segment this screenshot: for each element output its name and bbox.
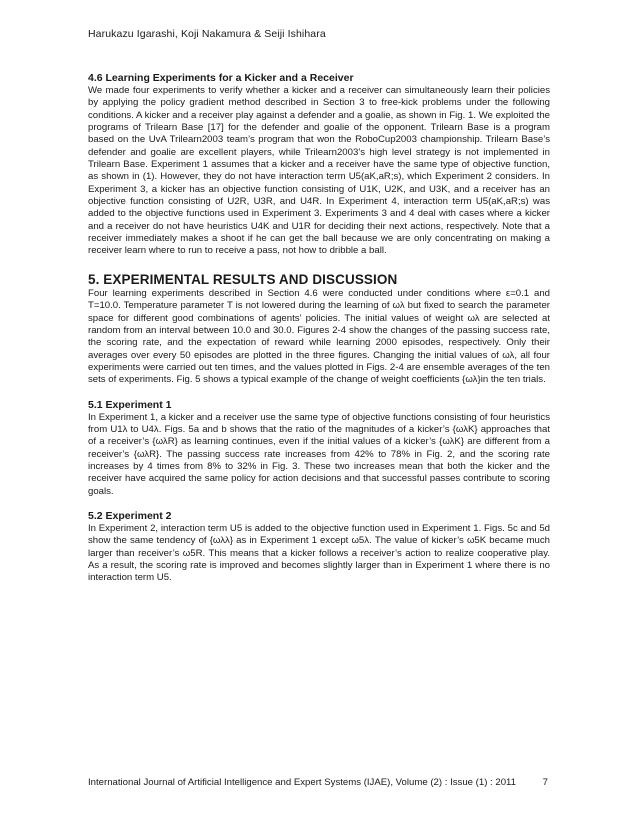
section-5-heading: 5. EXPERIMENTAL RESULTS AND DISCUSSION [88,271,398,287]
section-5-2-paragraph: In Experiment 2, interaction term U5 is added to the objective function used in Experiment 1. Figs. 5c and 5d show the same tendency of {ωλλ} as in Experiment 1 except ω5λ. The value of kicker’s ω5K became much larger than receiver’s ω5R. This means that a kicker follows a receiver’s action to realize cooperative play. As a result, the scoring rate is improved and becomes slightly larger than in Experiment 1 where there is no interaction term U5. [88,522,550,584]
section-5-paragraph: Four learning experiments described in Section 4.6 were conducted under conditions where ε=0.1 and T=10.0. Temperature parameter T is not lowered during the learning of ωλ but fixed to search the parameter space for different good combinations of agents’ policies. The initial values of weight ωλ are selected at random from an interval between 10.0 and 30.0. Figures 2-4 show the changes of the passing success rate, the scoring rate, and the expectation of reward while learning 2000 episodes, respectively. Only their averages over every 50 episodes are plotted in the three figures. Changing the initial values of ωλ, all four experiments were carried out ten times, and the values plotted in Figs. 2-4 are ensemble averages of the ten sets of experiments. Fig. 5 shows a typical example of the change of weight coefficients {ωλ}in the ten trials. [88,287,550,386]
page-number: 7 [542,777,548,788]
section-4-6-paragraph: We made four experiments to verify whether a kicker and a receiver can simultaneously learn their policies by applying the policy gradient method described in Section 3 to free-kick problems under the following conditions. A kicker and a receiver play against a defender and a goalie, as shown in Fig. 1. We exploited the programs of Trilearn Base [17] for the defender and goalie of the opponent. Trilearn Base is a program based on the UvA Trilearn2003 team’s program that won the RoboCup2003 championship. Trilearn Base’s defender and goalie are excellent players, while Trilearn2003’s high level strategy is not implemented in Trilearn Base. Experiment 1 assumes that a kicker and a receiver have the same type of objective function, as shown in (1). However, they do not have interaction term U5(aK,aR;s), which Experiment 2 considers. In Experiment 3, a kicker has an objective function consisting of U1K, U2K, and U3K, and a receiver has an objective function consisting of U2R, U3R, and U4R. In Experiment 4, interaction term U5(aK,aR;s) was added to the objective functions used in Experiment 3. Experiments 3 and 4 deal with cases where a kicker and a receiver do not have heuristics U4K and U1R for deciding their next actions, respectively. Note that a receiver immediately makes a shoot if he can get the ball because we are only concentrating on making a receiver learn where to run to receive a pass, not how to dribble a ball. [88,85,550,257]
running-header: Harukazu Igarashi, Koji Nakamura & Seiji Ishihara [88,28,326,40]
page-footer [88,777,548,788]
journal-citation: International Journal of Artificial Intelligence and Expert Systems (IJAE), Volume (2) : Issue (1) : 2011 [88,777,517,788]
section-5-1-paragraph: In Experiment 1, a kicker and a receiver use the same type of objective functions consisting of four heuristics from U1λ to U4λ. Figs. 5a and b shows that the ratio of the magnitudes of a kicker’s {ωλK} approaches that of a receiver’s {ωλR} as learning continues, even if the initial values of a kicker’s {ωλK} are different from a receiver’s {ωλR}. The passing success rate increases from 42% to 78% in Fig. 2, and the scoring rate increases by 4 times from 8% to 32% in Fig. 3. These two increases mean that both the kicker and the receiver have acquired the same policy for action decisions and that successful passes contribute to scoring goals. [88,411,550,497]
section-5-1-heading: 5.1 Experiment 1 [88,398,172,411]
section-5-2-heading: 5.2 Experiment 2 [88,509,172,522]
section-4-6-heading: 4.6 Learning Experiments for a Kicker and a Receiver [88,72,354,84]
page-body [88,72,550,585]
